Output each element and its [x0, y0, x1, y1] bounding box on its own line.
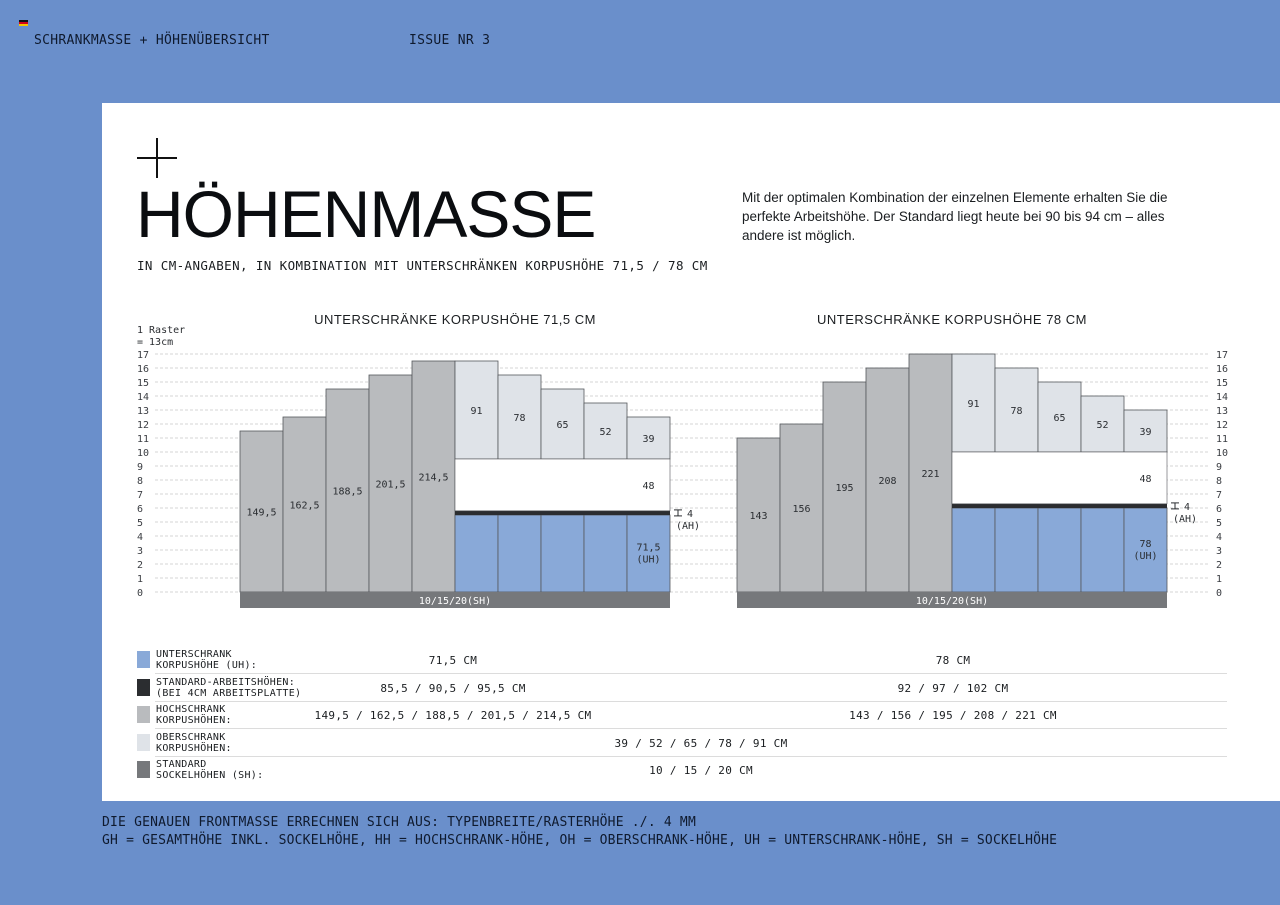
hochschrank-label: 156	[792, 504, 811, 515]
y-tick-label-right: 8	[1216, 476, 1223, 487]
y-tick-label-right: 0	[1216, 588, 1223, 599]
uh-label: 78 (UH)	[1133, 539, 1158, 562]
unterschrank-bar	[498, 515, 541, 592]
ah-label: 4	[687, 508, 694, 520]
y-tick-label-right: 10	[1216, 448, 1229, 459]
legend-value: 149,5 / 162,5 / 188,5 / 201,5 / 214,5 CM	[314, 709, 592, 722]
legend-value: 10 / 15 / 20 CM	[649, 764, 753, 777]
legend-row	[137, 675, 1227, 702]
legend-swatch	[137, 651, 150, 668]
legend-row	[137, 730, 1227, 757]
gap-area	[952, 452, 1167, 504]
y-tick-label-right: 15	[1216, 378, 1229, 389]
y-tick-label-left: 0	[137, 588, 144, 599]
hochschrank-label: 195	[835, 483, 854, 494]
y-tick-label-left: 3	[137, 546, 144, 557]
y-tick-label-left: 15	[137, 378, 150, 389]
gap-label: 48	[1139, 473, 1152, 485]
oberschrank-label: 65	[556, 420, 569, 431]
panel-title: UNTERSCHRÄNKE KORPUSHÖHE 71,5 CM	[314, 312, 596, 327]
y-tick-label-right: 11	[1216, 434, 1229, 445]
intro-text: Mit der optimalen Kombination der einzelnen Elemente erhalten Sie die perfekte Arbeitshöhe. Der Standard liegt heute bei 90 bis 94 cm – alles andere ist möglich.	[742, 190, 1168, 243]
hochschrank-label: 143	[749, 511, 768, 522]
raster-note: 1 Raster = 13cm	[137, 325, 186, 348]
oberschrank-label: 39	[1139, 427, 1152, 438]
y-tick-label-right: 2	[1216, 560, 1223, 571]
y-tick-label-right: 9	[1216, 462, 1223, 473]
ah-label-unit: (AH)	[676, 520, 701, 532]
issue-number: ISSUE NR 3	[409, 33, 491, 48]
y-tick-label-right: 1	[1216, 574, 1223, 585]
legend-swatch	[137, 761, 150, 778]
y-tick-label-left: 11	[137, 434, 150, 445]
legend-swatch	[137, 679, 150, 696]
gap-label: 48	[642, 480, 655, 492]
y-tick-label-left: 14	[137, 392, 150, 403]
page-subtitle: IN CM-ANGABEN, IN KOMBINATION MIT UNTERSCHRÄNKEN KORPUSHÖHE 71,5 / 78 CM	[137, 258, 708, 273]
legend-value: 143 / 156 / 195 / 208 / 221 CM	[849, 709, 1057, 722]
hochschrank-label: 162,5	[289, 500, 320, 512]
legend-row	[137, 757, 1227, 784]
legend-value: 92 / 97 / 102 CM	[897, 681, 1009, 695]
legend-label: UNTERSCHRANK KORPUSHÖHE (UH):	[156, 649, 258, 671]
unterschrank-bar	[1124, 508, 1167, 592]
header-title: SCHRANKMASSE + HÖHENÜBERSICHT	[34, 33, 270, 48]
unterschrank-bar	[1081, 508, 1124, 592]
legend-row	[137, 647, 1227, 674]
hochschrank-label: 208	[878, 476, 897, 487]
y-tick-label-left: 4	[137, 532, 144, 543]
legend-value: 71,5 CM	[428, 654, 478, 667]
oberschrank-label: 91	[470, 406, 483, 417]
ah-label: 4	[1184, 501, 1191, 513]
oberschrank-label: 78	[1010, 406, 1023, 417]
footer-formula: DIE GENAUEN FRONTMASSE ERRECHNEN SICH AUS: TYPENBREITE/RASTERHÖHE ./. 4 MM	[102, 815, 696, 830]
sockel-label: 10/15/20(SH)	[418, 596, 492, 607]
legend-label: STANDARD SOCKELHÖHEN (SH):	[156, 759, 264, 781]
y-tick-label-right: 6	[1216, 504, 1223, 515]
hochschrank-label: 221	[921, 469, 940, 480]
y-tick-label-left: 10	[137, 448, 150, 459]
y-tick-label-right: 7	[1216, 490, 1223, 501]
legend-swatch	[137, 706, 150, 723]
ah-label-unit: (AH)	[1173, 513, 1198, 525]
legend-row	[137, 702, 1227, 729]
uh-label: 71,5 (UH)	[636, 542, 661, 566]
legend-label: OBERSCHRANK KORPUSHÖHEN:	[156, 731, 232, 754]
hochschrank-label: 188,5	[332, 486, 363, 498]
y-tick-label-right: 17	[1216, 350, 1229, 361]
oberschrank-label: 91	[967, 399, 980, 410]
legend-value: 85,5 / 90,5 / 95,5 CM	[380, 681, 526, 695]
y-tick-label-left: 7	[137, 490, 144, 501]
unterschrank-bar	[627, 515, 670, 592]
oberschrank-label: 52	[599, 427, 612, 438]
hochschrank-label: 214,5	[418, 472, 449, 484]
hochschrank-label: 149,5	[246, 507, 277, 519]
y-tick-label-right: 16	[1216, 364, 1229, 375]
unterschrank-bar	[541, 515, 584, 592]
y-tick-label-right: 5	[1216, 518, 1223, 529]
unterschrank-bar	[995, 508, 1038, 592]
y-tick-label-right: 14	[1216, 392, 1229, 403]
y-tick-label-left: 17	[137, 350, 150, 361]
unterschrank-bar	[1038, 508, 1081, 592]
legend-value: 39 / 52 / 65 / 78 / 91 CM	[614, 736, 788, 750]
oberschrank-label: 39	[642, 434, 655, 445]
y-tick-label-right: 12	[1216, 420, 1229, 431]
unterschrank-bar	[952, 508, 995, 592]
y-tick-label-left: 5	[137, 518, 144, 529]
oberschrank-label: 65	[1053, 413, 1066, 424]
y-tick-label-left: 8	[137, 476, 144, 487]
y-tick-label-right: 4	[1216, 532, 1223, 543]
legend-label: STANDARD-ARBEITSHÖHEN: (BEI 4CM ARBEITSPLATTE)	[156, 676, 302, 699]
footer-abbreviations: GH = GESAMTHÖHE INKL. SOCKELHÖHE, HH = HOCHSCHRANK-HÖHE, OH = OBERSCHRANK-HÖHE, UH = UNTERSCHRANK-HÖHE, SH = SOCKELHÖHE	[102, 833, 1058, 848]
oberschrank-label: 78	[513, 413, 526, 424]
legend-value: 78 CM	[935, 654, 971, 667]
y-tick-label-left: 13	[137, 406, 150, 417]
legend-swatch	[137, 734, 150, 751]
legend-label: HOCHSCHRANK KORPUSHÖHEN:	[156, 704, 232, 726]
arbeitsplatte-bar	[952, 504, 1167, 508]
y-tick-label-left: 12	[137, 420, 150, 431]
page-title: HÖHENMASSE	[136, 177, 596, 251]
hochschrank-label: 201,5	[375, 479, 406, 491]
y-tick-label-left: 2	[137, 560, 144, 571]
y-tick-label-left: 9	[137, 462, 144, 473]
gap-area	[455, 459, 670, 511]
unterschrank-bar	[584, 515, 627, 592]
y-tick-label-left: 1	[137, 574, 144, 585]
y-tick-label-right: 13	[1216, 406, 1229, 417]
arbeitsplatte-bar	[455, 511, 670, 515]
y-tick-label-left: 16	[137, 364, 150, 375]
oberschrank-label: 52	[1096, 420, 1109, 431]
panel-title: UNTERSCHRÄNKE KORPUSHÖHE 78 CM	[817, 312, 1087, 327]
sockel-label: 10/15/20(SH)	[915, 596, 989, 607]
y-tick-label-right: 3	[1216, 546, 1223, 557]
y-tick-label-left: 6	[137, 504, 144, 515]
unterschrank-bar	[455, 515, 498, 592]
